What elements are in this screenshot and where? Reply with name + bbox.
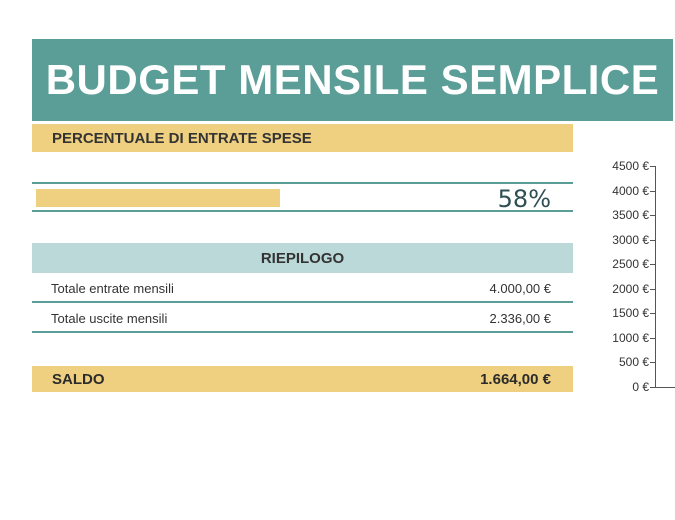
y-tick-label: 4500 € xyxy=(612,159,649,173)
y-tick-mark xyxy=(650,387,655,388)
percent-section-title: PERCENTUALE DI ENTRATE SPESE xyxy=(52,129,312,147)
y-tick-label: 1000 € xyxy=(612,330,649,345)
summary-header xyxy=(32,243,573,273)
progress-track xyxy=(36,189,456,207)
y-tick-mark xyxy=(650,362,655,363)
y-tick-label: 500 € xyxy=(618,355,649,370)
y-tick-label: 0 € xyxy=(632,380,649,394)
expenses-value: 2.336,00 € xyxy=(489,311,551,326)
page-title: BUDGET MENSILE SEMPLICE xyxy=(45,56,660,103)
title-banner xyxy=(32,39,673,121)
expenses-label: Totale uscite mensili xyxy=(51,311,168,326)
summary-row-expenses xyxy=(32,304,573,333)
percent-value: 58% xyxy=(497,185,551,213)
progress-bar-fill xyxy=(36,189,280,207)
y-tick-label: 1500 € xyxy=(612,306,649,321)
y-tick-mark xyxy=(650,338,655,339)
x-axis-baseline xyxy=(655,387,675,388)
y-tick-mark xyxy=(650,191,655,192)
y-tick-mark xyxy=(650,166,655,167)
y-tick-mark xyxy=(650,215,655,216)
balance-value: 1.664,00 € xyxy=(480,371,551,388)
y-tick-mark xyxy=(650,313,655,314)
income-label: Totale entrate mensili xyxy=(51,281,174,296)
y-tick-label: 3500 € xyxy=(612,208,649,223)
y-tick-mark xyxy=(650,240,655,241)
y-axis-line xyxy=(655,166,656,387)
y-tick-label: 2000 € xyxy=(612,281,649,296)
balance-label: SALDO xyxy=(52,371,105,388)
balance-row xyxy=(32,366,573,392)
y-tick-mark xyxy=(650,289,655,290)
percent-section-header xyxy=(32,124,573,152)
summary-title: RIEPILOGO xyxy=(260,249,345,267)
summary-row-income xyxy=(32,274,573,303)
y-tick-label: 3000 € xyxy=(612,232,649,247)
y-tick-label: 2500 € xyxy=(612,257,649,272)
y-tick-label: 4000 € xyxy=(612,183,649,198)
income-value: 4.000,00 € xyxy=(489,281,551,296)
y-tick-mark xyxy=(650,264,655,265)
percent-progress-row xyxy=(32,182,573,212)
budget-chart xyxy=(580,150,675,400)
